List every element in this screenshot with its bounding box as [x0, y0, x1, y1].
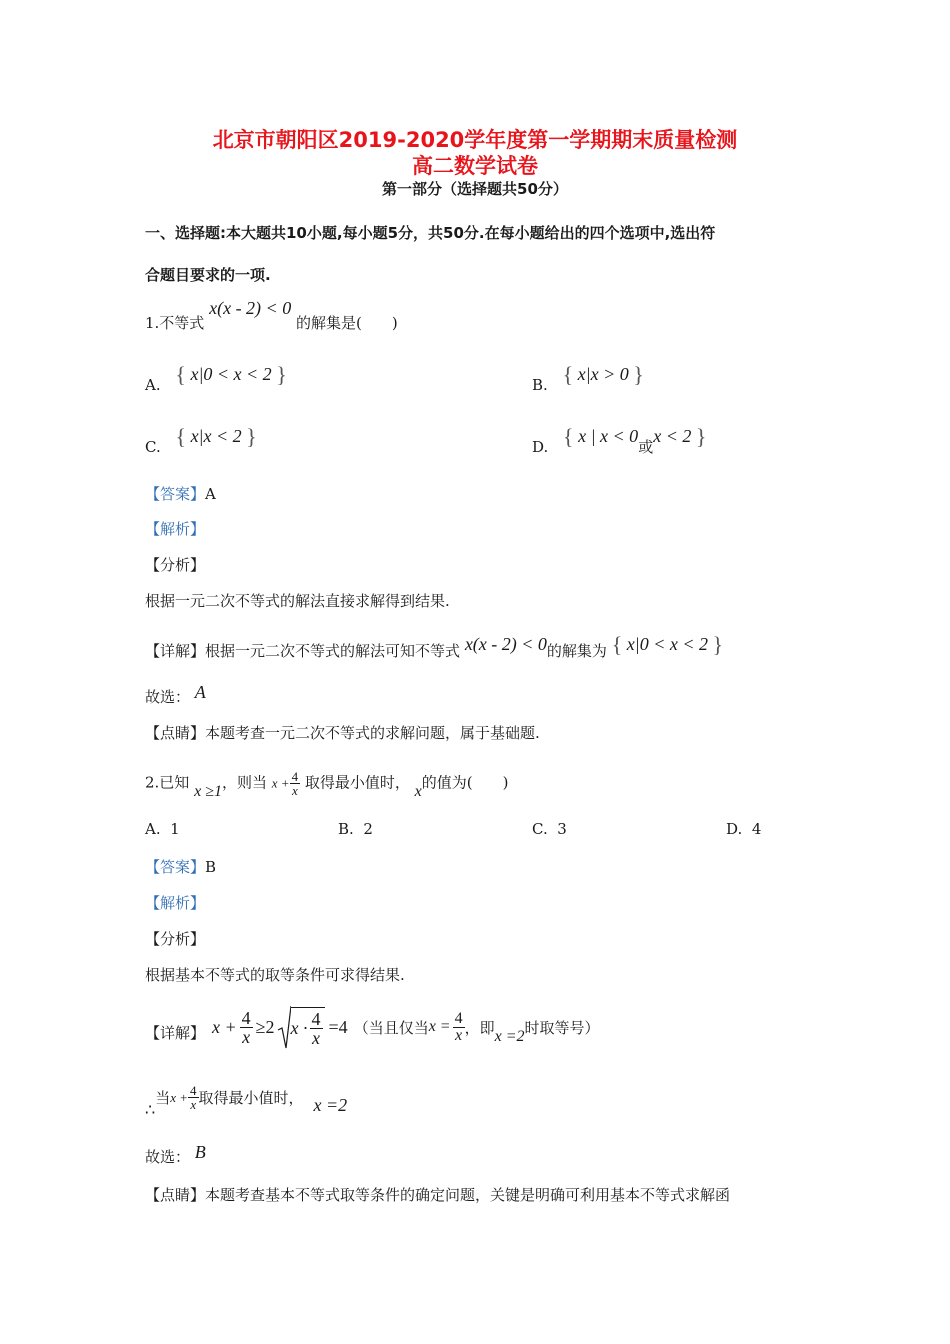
q1-option-d: D. { x | x < 0或x < 2 } [532, 424, 707, 456]
q2-expr-x: x + [271, 775, 290, 791]
q2-answer-value: B [205, 858, 217, 876]
q2-therefore-text2: 取得最小值时， [198, 1089, 304, 1107]
q2-detail-paren3: 时取等号） [524, 1018, 600, 1037]
section-instruction-line1: 一、选择题:本大题共10小题,每小题5分，共50分.在每小题给出的四个选项中,选出符 [145, 224, 716, 242]
q2-answer-tag: 【答案】 [145, 858, 206, 876]
page-subtitle: 高二数学试卷 [412, 154, 538, 178]
q2-mid2: 取得最小值时， [304, 773, 410, 792]
q2-detail-ge: ≥2 [255, 1016, 275, 1037]
q2-therefore-result: x =2 [313, 1095, 348, 1115]
q1-detail-set: { x|0 < x < 2 } [611, 632, 724, 657]
q2-condition: x ≥1 [194, 782, 222, 800]
q1-answer-tag: 【答案】 [145, 485, 206, 503]
q1-option-b-set: { x|x > 0 } [562, 362, 644, 387]
q2-detail-sqrt-body: x · $\frac{4}{x}$ [291, 1007, 325, 1047]
q2-therefore [145, 1083, 348, 1119]
q1-comment-text: 本题考查一元二次不等式的求解问题，属于基础题. [205, 724, 540, 742]
q1-comment [145, 722, 540, 743]
q2-comment-text: 本题考查基本不等式取等条件的确定问题，关键是明确可利用基本不等式求解函 [205, 1186, 731, 1204]
q2-detail-paren2: ，即 [464, 1018, 495, 1037]
sqrt-icon [277, 1004, 291, 1050]
q2-comment-tag: 【点睛】 [145, 1186, 206, 1204]
q1-stem [145, 298, 398, 333]
q1-option-a-set: { x|0 < x < 2 } [175, 362, 287, 387]
q2-detail-eq: =4 [328, 1016, 348, 1037]
q2-analysis-tag: 【解析】 [145, 894, 206, 912]
q2-choose-value: B [194, 1142, 206, 1162]
q2-detail-x2: x =2 [494, 1028, 525, 1045]
therefore-icon: ∴ [145, 1101, 156, 1119]
q2-choose [145, 1142, 206, 1167]
q1-option-d-or: 或 [638, 438, 654, 456]
q2-fraction: $\frac{4}{x}$ [291, 769, 299, 798]
q2-fenxi-tag: 【分析】 [145, 930, 206, 948]
q1-option-c [145, 424, 257, 460]
q1-fenxi-text: 根据一元二次不等式的解法直接求解得到结果. [145, 592, 450, 610]
q2-choose-label: 故选： [145, 1148, 191, 1166]
q1-option-c-label: C. [145, 438, 161, 456]
q2-detail-xeq: x = [428, 1018, 451, 1035]
q2-detail-frac2: $\frac{4}{x}$ [454, 1009, 463, 1044]
q1-fenxi-tag: 【分析】 [145, 556, 206, 574]
q2-detail-tag: 【详解】 [145, 1024, 206, 1042]
section-instruction-line2: 合题目要求的一项. [145, 266, 271, 284]
q1-choose [145, 682, 206, 707]
q1-option-d-set: { x | x < 0 [563, 424, 639, 449]
q2-suffix: 的值为( ) [421, 773, 509, 792]
q1-detail-tag: 【详解】 [145, 642, 206, 660]
page-title: 北京市朝阳区2019-2020学年度第一学期期末质量检测 [212, 128, 738, 152]
q1-suffix: 的解集是( ) [295, 314, 398, 332]
q1-option-a [145, 362, 287, 398]
q2-option-a: A. 1 [145, 820, 180, 838]
q2-fenxi-text: 根据基本不等式的取等条件可求得结果. [145, 966, 405, 984]
q1-detail [145, 632, 724, 664]
q1-option-a-label: A. [145, 376, 161, 394]
q2-option-d: D. 4 [726, 820, 762, 838]
q2-mid1: ，则当 [221, 773, 267, 792]
q2-detail-lhs: x + [212, 1016, 237, 1037]
q2-var-x: x [414, 782, 422, 800]
q2-stem [145, 769, 509, 800]
q1-answer-value: A [205, 485, 216, 503]
q2-therefore-expr: x + [170, 1089, 188, 1105]
q1-detail-text: 根据一元二次不等式的解法可知不等式 [205, 642, 461, 660]
q2-therefore-frac: $\frac{4}{x}$ [190, 1083, 197, 1112]
q1-choose-value: A [194, 682, 206, 702]
q1-option-c-set: { x|x < 2 } [175, 424, 257, 449]
q1-comment-tag: 【点睛】 [145, 724, 206, 742]
q2-option-b: B. 2 [338, 820, 373, 838]
q1-option-b [532, 362, 644, 398]
q1-analysis-tag: 【解析】 [145, 520, 206, 538]
q1-detail-expression: x(x - 2) < 0 [464, 634, 547, 654]
part-heading: 第一部分（选择题共50分） [382, 180, 568, 198]
q1-choose-label: 故选： [145, 688, 191, 706]
q1-detail-mid: 的解集为 [546, 642, 607, 660]
q1-option-d-label: D. [532, 438, 549, 456]
q2-prefix: 2.已知 [145, 773, 190, 792]
q1-prefix: 1.不等式 [145, 314, 205, 332]
q1-expression: x(x - 2) < 0 [209, 298, 292, 318]
q2-therefore-text1: 当 [155, 1089, 171, 1107]
q2-answer [145, 856, 216, 877]
q2-comment [145, 1184, 730, 1205]
q2-option-c: C. 3 [532, 820, 567, 838]
q1-option-b-label: B. [532, 376, 548, 394]
q1-answer [145, 483, 216, 504]
q2-detail-formula [212, 1004, 600, 1050]
q2-detail-frac1: $\frac{4}{x}$ [241, 1007, 251, 1047]
q2-detail-paren1: （当且仅当 [353, 1018, 429, 1037]
